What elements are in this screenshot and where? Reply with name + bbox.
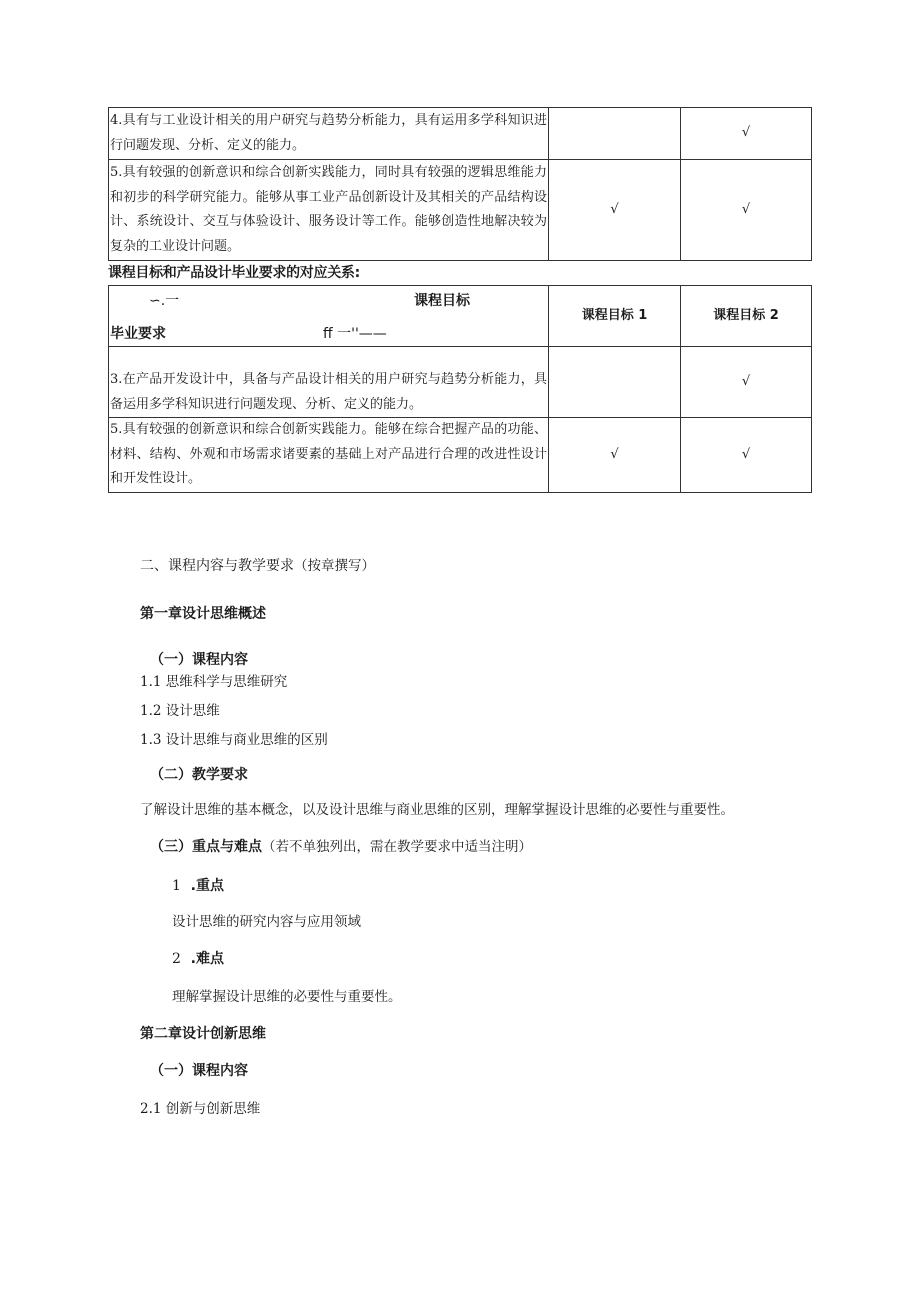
chapter2-content-heading: （一）课程内容 <box>150 1063 248 1079</box>
chapter2-title: 第二章设计创新思维 <box>140 1026 266 1042</box>
header-goal2: 课程目标 2 <box>681 286 812 347</box>
header-course-goal: 课程目标 <box>414 293 470 309</box>
table-row <box>109 347 812 418</box>
header-grad-req: 毕业要求 <box>110 326 166 342</box>
requirement-cell: 5.具有较强的创新意识和综合创新实践能力。能够在综合把握产品的功能、材料、结构、外观和市场需求诸要素的基础上对产品进行合理的改进性设计和开发性设计。 <box>109 418 549 493</box>
chapter1-content-heading: （一）课程内容 <box>150 652 248 668</box>
table-caption: 课程目标和产品设计毕业要求的对应关系: <box>108 265 360 281</box>
chapter1-teaching-heading: （二）教学要求 <box>150 767 248 783</box>
goal1-mark <box>549 108 681 160</box>
goal1-mark: √ <box>549 418 681 493</box>
table-row <box>109 418 812 493</box>
goal-mapping-table <box>108 285 812 493</box>
goal2-mark: √ <box>681 160 812 261</box>
table-row <box>109 108 812 160</box>
table-row <box>109 160 812 261</box>
key-difficult-heading: （三）重点与难点（若不单独列出，需在教学要求中适当注明） <box>150 839 532 855</box>
section-title: 二、课程内容与教学要求（按章撰写） <box>140 558 375 574</box>
goal2-mark: √ <box>681 347 812 418</box>
goal1-mark <box>549 347 681 418</box>
difficult-point-text: 理解掌握设计思维的必要性与重要性。 <box>172 989 402 1005</box>
header-mark-bottom: ff 一''—— <box>323 326 387 342</box>
list-item: 1.2 设计思维 <box>140 703 220 719</box>
difficult-point-label: 2 .难点 <box>172 951 224 967</box>
header-row <box>109 286 812 347</box>
list-item: 2.1 创新与创新思维 <box>140 1101 261 1117</box>
chapter1-title: 第一章设计思维概述 <box>140 606 266 622</box>
goal2-mark: √ <box>681 108 812 160</box>
key-point-label: 1 .重点 <box>172 878 224 894</box>
goal2-mark: √ <box>681 418 812 493</box>
list-item: 1.3 设计思维与商业思维的区别 <box>140 732 328 748</box>
header-mark-top: ∽.一 <box>149 293 180 309</box>
key-point-text: 设计思维的研究内容与应用领域 <box>172 914 361 930</box>
teaching-requirement-text: 了解设计思维的基本概念，以及设计思维与商业思维的区别，理解掌握设计思维的必要性与重要性。 <box>140 802 734 818</box>
requirement-cell: 5.具有较强的创新意识和综合创新实践能力，同时具有较强的逻辑思维能力和初步的科学研究能力。能够从事工业产品创新设计及其相关的产品结构设计、系统设计、交互与体验设计、服务设计等工作。能够创造性地解决较为复杂的工业设计问题。 <box>109 160 549 261</box>
requirement-cell: 4.具有与工业设计相关的用户研究与趋势分析能力，具有运用多学科知识进行问题发现、分析、定义的能力。 <box>109 108 549 160</box>
requirement-cell: 3.在产品开发设计中，具备与产品设计相关的用户研究与趋势分析能力，具备运用多学科知识进行问题发现、分析、定义的能力。 <box>109 347 549 418</box>
goal1-mark: √ <box>549 160 681 261</box>
requirements-table-continued <box>108 107 812 261</box>
list-item: 1.1 思维科学与思维研究 <box>140 674 288 690</box>
header-goal1: 课程目标 1 <box>549 286 681 347</box>
diagonal-header-cell <box>109 286 549 347</box>
